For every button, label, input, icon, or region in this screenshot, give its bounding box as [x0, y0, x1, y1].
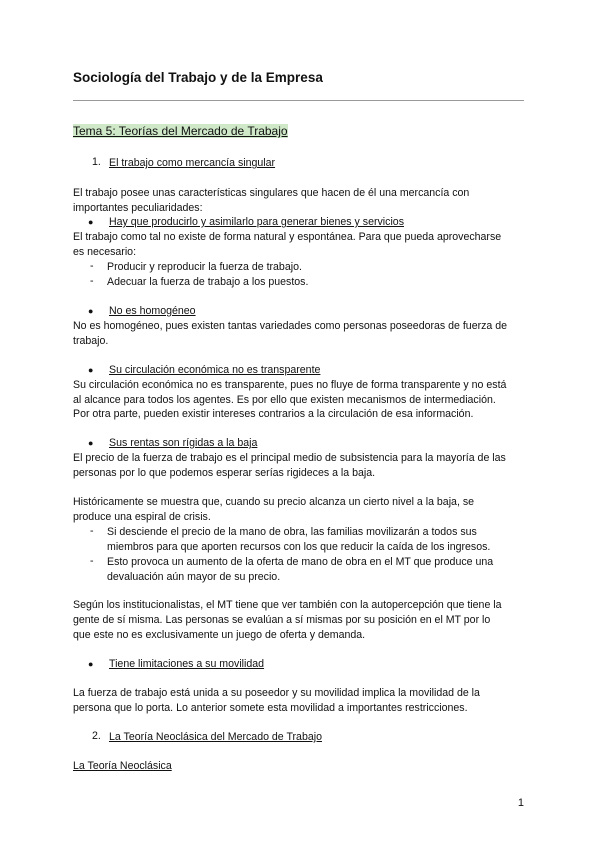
bullet-heading: Tiene limitaciones a su movilidad: [109, 658, 265, 670]
paragraph-line: persona que lo porta. Lo anterior somete esta movilidad a importantes restricciones.: [73, 702, 468, 714]
bullet-icon: ●: [88, 217, 94, 227]
title-divider: [73, 100, 524, 101]
tema-heading: [73, 124, 288, 139]
paragraph-line: que este no es exclusivamente un juego de oferta y demanda.: [73, 629, 366, 641]
subheading: La Teoría Neoclásica: [73, 760, 172, 772]
paragraph-line: No es homogéneo, pues existen tantas variedades como personas poseedoras de fuerza de: [73, 320, 508, 332]
list-item: devaluación aún mayor de su precio.: [107, 571, 281, 583]
paragraph-line: gente de sí misma. Las personas se evalúan a sí mismas por su posición en el MT por lo: [73, 614, 491, 626]
page-number: 1: [517, 797, 524, 809]
bullet-heading: Sus rentas son rígidas a la baja: [109, 437, 258, 449]
paragraph-line: produce una espiral de crisis.: [73, 511, 211, 523]
bullet-heading: Hay que producirlo y asimilarlo para generar bienes y servicios: [109, 216, 404, 228]
paragraph-line: es necesario:: [73, 246, 137, 258]
paragraph-line: Según los institucionalistas, el MT tiene que ver también con la autopercepción que tiene la: [73, 599, 502, 611]
bullet-heading: Su circulación económica no es transparente: [109, 364, 321, 376]
list-item: Adecuar la fuerza de trabajo a los puestos.: [107, 276, 309, 288]
dash-icon: -: [90, 555, 94, 567]
bullet-icon: ●: [88, 659, 94, 669]
intro-line: importantes peculiaridades:: [73, 202, 203, 214]
bullet-heading: No es homogéneo: [109, 305, 196, 317]
intro-line: El trabajo posee unas características singulares que hacen de él una mercancía con: [73, 187, 470, 199]
paragraph-line: Por otra parte, pueden existir intereses contrarios a la circulación de esa información.: [73, 408, 474, 420]
bullet-icon: ●: [88, 365, 94, 375]
dash-icon: -: [90, 525, 94, 537]
paragraph-line: al alcance para todos los agentes. Es por ello que existen mecanismos de intermediación.: [73, 394, 496, 406]
paragraph-line: El precio de la fuerza de trabajo es el principal medio de subsistencia para la mayoría de las: [73, 452, 506, 464]
doc-title: Sociología del Trabajo y de la Empresa: [73, 70, 323, 85]
list-item: miembros para que aporten recursos con los que reducir la caída de los ingresos.: [107, 541, 491, 553]
paragraph-line: Su circulación económica no es transparente, pues no fluye de forma transparente y no está: [73, 379, 507, 391]
paragraph-line: El trabajo como tal no existe de forma natural y espontánea. Para que pueda aprovecharse: [73, 231, 502, 243]
bullet-icon: ●: [88, 306, 94, 316]
section-1-number: 1.: [92, 156, 101, 168]
bullet-icon: ●: [88, 438, 94, 448]
section-1-title: El trabajo como mercancía singular: [109, 157, 276, 169]
list-item: Si desciende el precio de la mano de obra, las familias movilizarán a todos sus: [107, 526, 477, 538]
list-item: Producir y reproducir la fuerza de trabajo.: [107, 261, 302, 273]
tema-heading-text: Tema 5: Teorías del Mercado de Trabajo: [73, 124, 288, 138]
section-2-title: La Teoría Neoclásica del Mercado de Trabajo: [109, 731, 322, 743]
paragraph-line: personas por lo que podemos esperar serías rigideces a la baja.: [73, 467, 376, 479]
section-2-number: 2.: [92, 730, 101, 742]
paragraph-line: La fuerza de trabajo está unida a su poseedor y su movilidad implica la movilidad de la: [73, 687, 480, 699]
list-item: Esto provoca un aumento de la oferta de mano de obra en el MT que produce una: [107, 556, 494, 568]
paragraph-line: trabajo.: [73, 335, 109, 347]
dash-icon: -: [90, 260, 94, 272]
paragraph-line: Históricamente se muestra que, cuando su precio alcanza un cierto nivel a la baja, se: [73, 496, 475, 508]
dash-icon: -: [90, 275, 94, 287]
